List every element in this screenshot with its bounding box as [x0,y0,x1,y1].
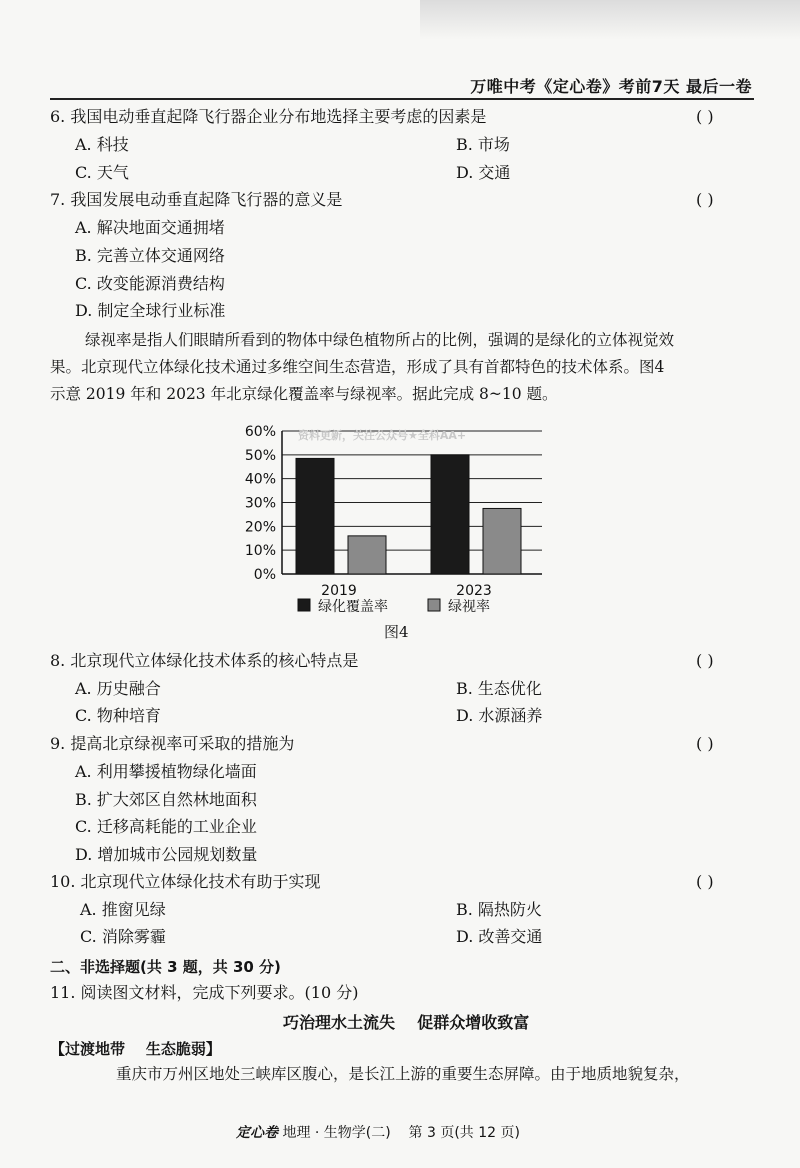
section-title: 二、非选择题(共 3 题，共 30 分) [50,958,281,976]
option: B. 完善立体交通网络 [75,246,225,265]
answer-blank: ( ) [696,651,714,670]
x-tick-label: 2023 [456,583,492,599]
bar-chart [220,415,560,640]
question-number: 9. [50,734,66,753]
figure-caption: 图4 [384,623,409,641]
article-body: 重庆市万州区地处三峡库区腹心，是长江上游的重要生态屏障。由于地质地貌复杂， [116,1065,690,1083]
article-title: 巧治理水土流失 促群众增收致富 [283,1013,530,1032]
question-stem: 北京现代立体绿化技术体系的核心特点是 [70,651,359,670]
y-tick-label: 50% [244,447,276,464]
question-10 [50,872,321,892]
question-9 [50,734,294,754]
option: B. 市场 [456,135,510,154]
option: C. 改变能源消费结构 [75,274,225,293]
y-tick-label: 10% [244,543,276,560]
article-tag: 【过渡地带 生态脆弱】 [50,1040,221,1058]
option: D. 水源涵养 [456,706,543,725]
question-7 [50,190,342,210]
option: D. 交通 [456,163,511,182]
scan-shadow [420,0,800,40]
x-tick-label: 2019 [321,583,357,599]
option: B. 扩大郊区自然林地面积 [75,790,257,809]
answer-blank: ( ) [696,190,714,209]
y-tick-label: 20% [244,519,276,536]
footer-text: 地理 · 生物学(二) 第 3 页(共 12 页) [278,1125,520,1141]
option: A. 利用攀援植物绿化墙面 [75,762,257,781]
option: C. 迁移高耗能的工业企业 [75,817,257,836]
question-number: 7. [50,190,66,209]
question-11: 11. 阅读图文材料，完成下列要求。(10 分) [50,983,359,1002]
footer-brand: 定心卷 [236,1125,278,1141]
option: B. 隔热防火 [456,900,542,919]
y-tick-label: 60% [244,424,276,440]
bar-绿化覆盖率-2023 [431,455,469,574]
option: D. 改善交通 [456,927,543,946]
option: A. 科技 [75,135,129,154]
question-number: 8. [50,651,66,670]
bar-绿化覆盖率-2019 [296,458,334,574]
option: A. 历史融合 [75,679,161,698]
watermark: 资料更新，关注公众号★全科AA+ [298,429,467,442]
question-stem: 提高北京绿视率可采取的措施为 [70,734,295,753]
question-stem: 我国电动垂直起降飞行器企业分布地选择主要考虑的因素是 [70,107,487,126]
y-tick-label: 0% [253,567,276,583]
y-tick-label: 30% [244,495,276,512]
answer-blank: ( ) [696,107,714,126]
question-stem: 北京现代立体绿化技术有助于实现 [80,872,321,891]
header-divider [50,98,754,100]
question-number: 6. [50,107,66,126]
option: A. 解决地面交通拥堵 [75,218,225,237]
passage-line-3: 示意 2019 年和 2023 年北京绿化覆盖率与绿视率。据此完成 8~10 题。 [50,385,558,403]
page-footer [236,1122,520,1142]
option: D. 制定全球行业标准 [75,301,226,320]
passage-line-2: 果。北京现代立体绿化技术通过多维空间生态营造，形成了具有首都特色的技术体系。图4 [50,358,665,376]
bar-绿视率-2019 [348,536,386,574]
legend-swatch [428,599,440,611]
option: B. 生态优化 [456,679,542,698]
passage-line-1: 绿视率是指人们眼睛所看到的物体中绿色植物所占的比例，强调的是绿化的立体视觉效 [85,331,675,349]
y-tick-label: 40% [244,471,276,488]
option: C. 消除雾霾 [80,927,166,946]
option: D. 增加城市公园规划数量 [75,845,258,864]
answer-blank: ( ) [696,734,714,753]
question-6 [50,107,486,127]
question-stem: 我国发展电动垂直起降飞行器的意义是 [70,190,343,209]
option: A. 推窗见绿 [80,900,166,919]
legend-label: 绿化覆盖率 [318,599,388,615]
question-number: 10. [50,872,76,891]
legend-swatch [298,599,310,611]
option: C. 天气 [75,163,129,182]
question-8 [50,651,358,671]
option: C. 物种培育 [75,706,161,725]
page-header: 万唯中考《定心卷》考前7天 最后一卷 [470,77,752,96]
legend-label: 绿视率 [448,599,490,615]
answer-blank: ( ) [696,872,714,891]
bar-绿视率-2023 [483,508,521,574]
